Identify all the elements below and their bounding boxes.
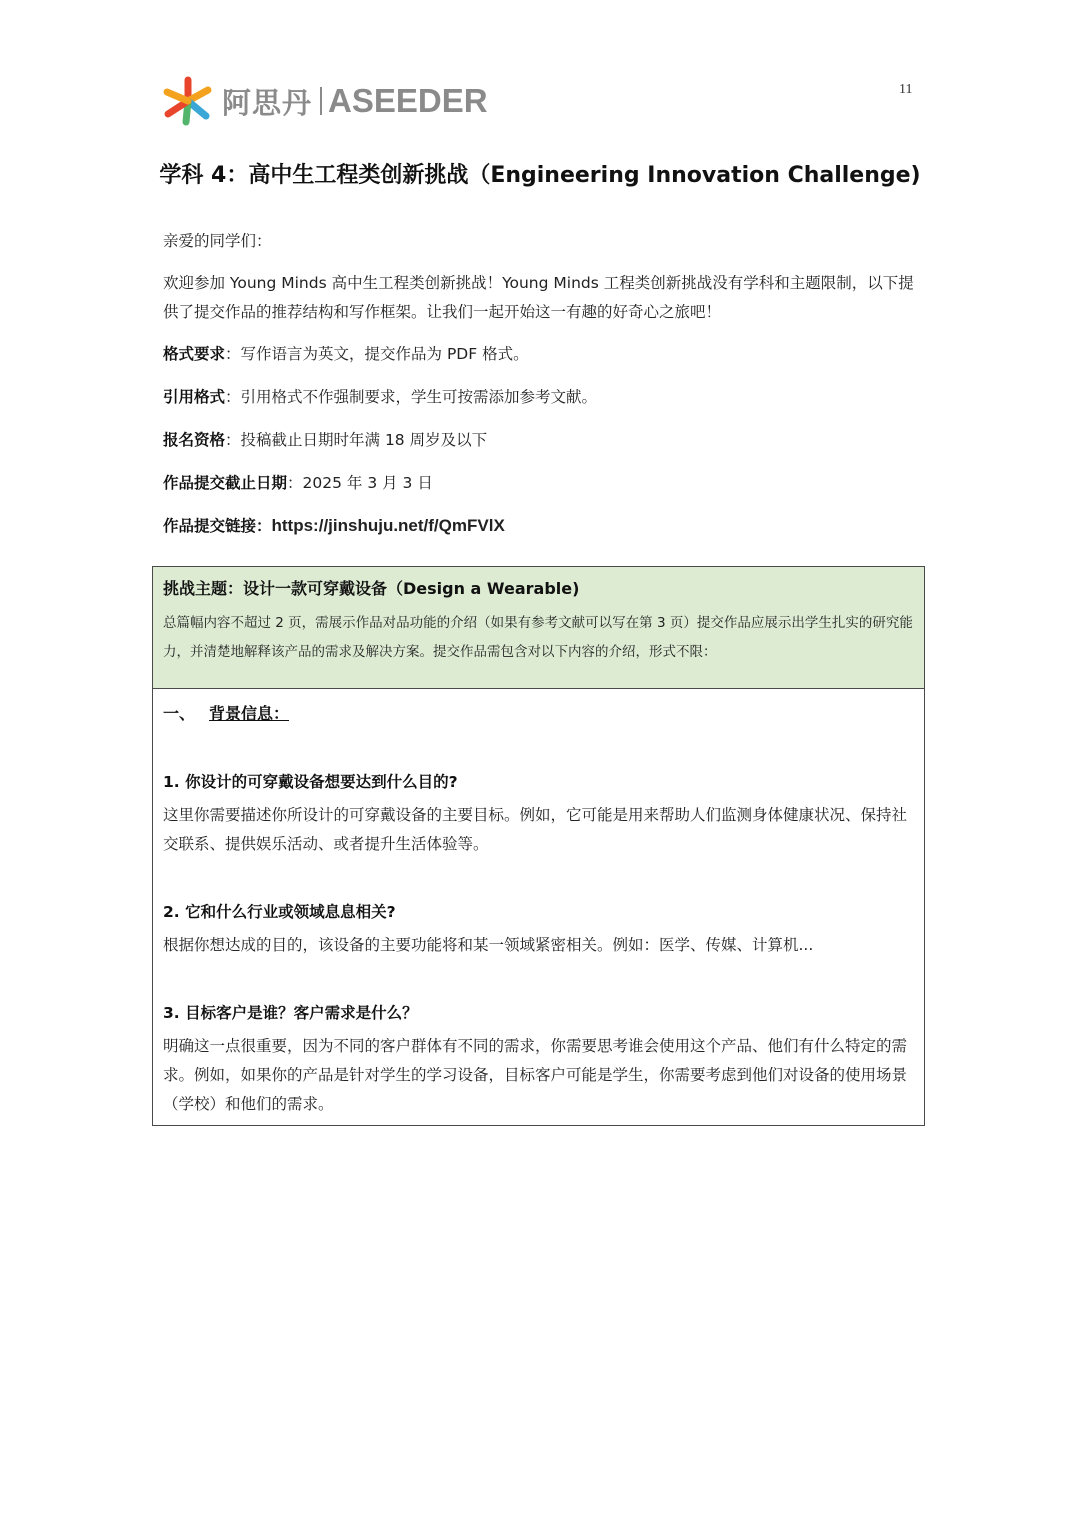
citation-requirement: [163, 383, 597, 412]
eligibility-requirement: [163, 426, 487, 455]
greeting: 亲爱的同学们：: [163, 232, 272, 250]
logo-chinese-name: 阿思丹: [222, 85, 313, 120]
citation-label: 引用格式: [163, 388, 226, 406]
welcome-paragraph: 欢迎参加 Young Minds 高中生工程类创新挑战！Young Minds 工程类创新挑战没有学科和主题限制，以下提供了提交作品的推荐结构和写作框架。让我们一起开始这一有趣的好奇心之旅吧！: [163, 274, 914, 321]
aseeder-star-icon: [162, 76, 214, 126]
challenge-header: [153, 567, 924, 689]
citation-value: ：引用格式不作强制要求，学生可按需添加参考文献。: [225, 388, 598, 406]
format-label: 格式要求: [163, 345, 226, 363]
format-requirement: [163, 340, 529, 369]
answer-3: 明确这一点很重要，因为不同的客户群体有不同的需求，你需要思考谁会使用这个产品、他们有什么特定的需求。例如，如果你的产品是针对学生的学习设备，目标客户可能是学生，你需要考虑到他们对设备的使用场景（学校）和他们的需求。: [163, 1037, 908, 1113]
format-value: ：写作语言为英文，提交作品为 PDF 格式。: [225, 345, 529, 363]
submission-link[interactable]: https://jinshuju.net/f/QmFVlX: [271, 516, 505, 535]
page-number: 11: [899, 82, 913, 97]
deadline-label: 作品提交截止日期: [163, 474, 288, 492]
aseeder-logo: [162, 76, 488, 126]
answer-2: 根据你想达成的目的，该设备的主要功能将和某一领域紧密相关。例如：医学、传媒、计算机...: [163, 936, 814, 954]
challenge-theme: 挑战主题：设计一款可穿戴设备（Design a Wearable): [163, 579, 580, 598]
question-1: 1. 你设计的可穿戴设备想要达到什么目的?: [163, 773, 458, 791]
challenge-box: [152, 566, 925, 1126]
section-number: 一、: [163, 704, 196, 723]
logo-english-name: ASEEDER: [328, 82, 488, 119]
eligibility-value: ：投稿截止日期时年满 18 周岁及以下: [225, 431, 488, 449]
question-2: 2. 它和什么行业或领域息息相关?: [163, 903, 396, 921]
submission-link-label: 作品提交链接：: [163, 517, 272, 535]
question-3: 3. 目标客户是谁？客户需求是什么？: [163, 1004, 418, 1022]
submission-link-row: [163, 511, 505, 541]
logo-divider: [320, 87, 322, 115]
page-title: 学科 4：高中生工程类创新挑战（Engineering Innovation Challenge): [159, 163, 921, 188]
answer-1: 这里你需要描述你所设计的可穿戴设备的主要目标。例如，它可能是用来帮助人们监测身体健康状况、保持社交联系、提供娱乐活动、或者提升生活体验等。: [163, 806, 908, 853]
eligibility-label: 报名资格: [163, 431, 226, 449]
deadline-requirement: [163, 469, 433, 498]
section-heading: [163, 701, 289, 724]
deadline-value: ：2025 年 3 月 3 日: [287, 474, 433, 492]
section-title: 背景信息：: [209, 704, 290, 723]
challenge-description: 总篇幅内容不超过 2 页，需展示作品对品功能的介绍（如果有参考文献可以写在第 3 页）提交作品应展示出学生扎实的研究能力，并清楚地解释该产品的需求及解决方案。提交作品需包含对以下内容的介绍，形式不限：: [163, 615, 913, 660]
